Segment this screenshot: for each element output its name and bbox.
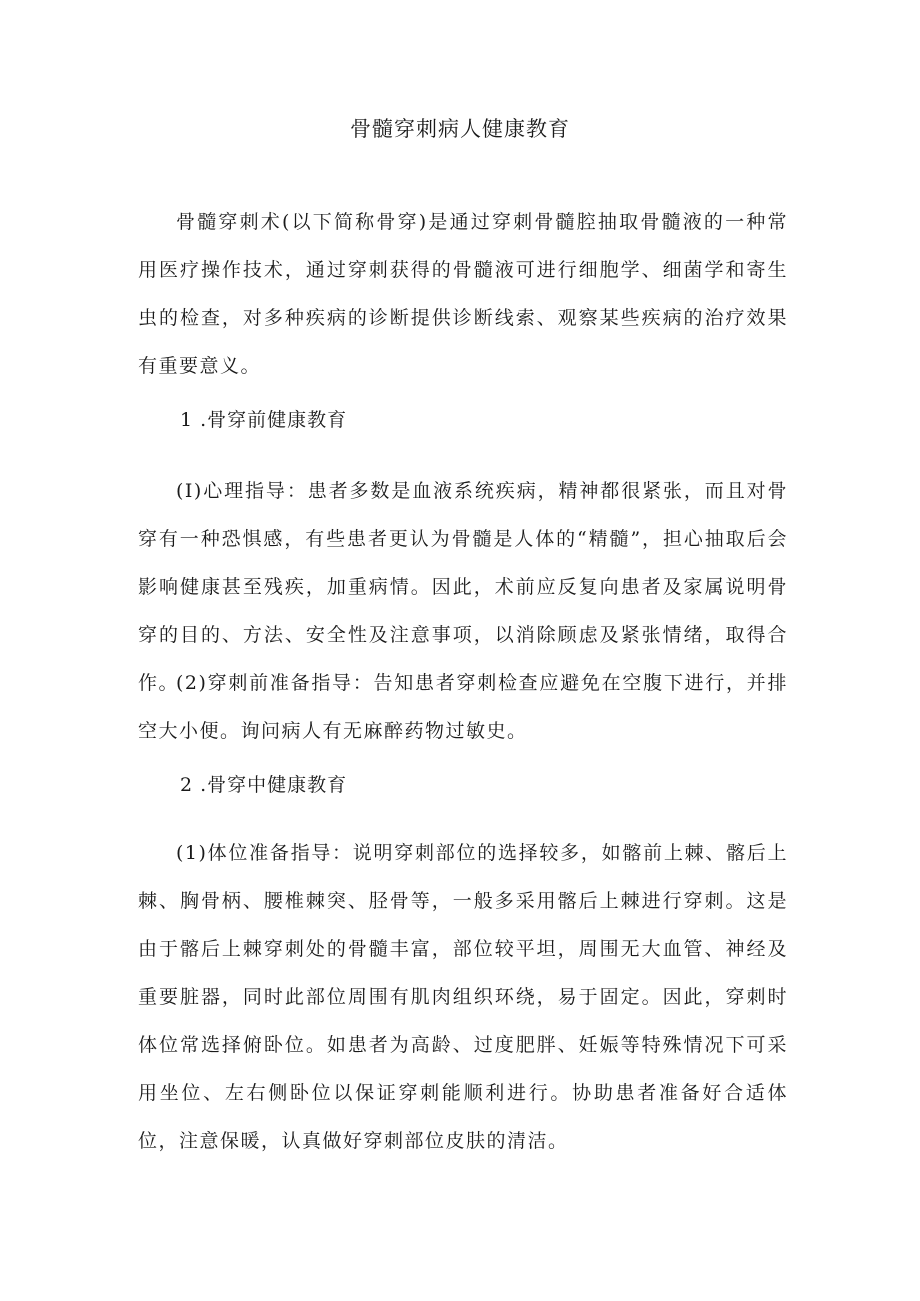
section-1-heading: 1 .骨穿前健康教育 xyxy=(180,409,348,431)
section-1-item-2-paragraph: (2)穿刺前准备指导：告知患者穿刺检查应避免在空腹下进行，并排空大小便。询问病人有无麻醉药物过敏史。 xyxy=(138,672,788,742)
intro-paragraph: 骨髓穿刺术(以下简称骨穿)是通过穿刺骨髓腔抽取骨髓液的一种常用医疗操作技术，通过穿刺获得的骨髓液可进行细胞学、细菌学和寄生虫的检查，对多种疾病的诊断提供诊断线索、观察某些疾病的治疗效果有重要意义。 xyxy=(138,211,788,377)
section-2-heading: 2 .骨穿中健康教育 xyxy=(180,774,348,796)
section-1-item-1-paragraph: (I)心理指导：患者多数是血液系统疾病，精神都很紧张，而且对骨穿有一种恐惧感，有些患者更认为骨髓是人体的“精髓”，担心抽取后会影响健康甚至残疾，加重病情。因此，术前应反复向患者及家属说明骨穿的目的、方法、安全性及注意事项，以消除顾虑及紧张情绪，取得合作。 xyxy=(138,480,788,694)
section-2-item-1-paragraph: (1)体位准备指导：说明穿刺部位的选择较多，如髂前上棘、髂后上棘、胸骨柄、腰椎棘突、胫骨等，一般多采用髂后上棘进行穿刺。这是由于髂后上棘穿刺处的骨髓丰富，部位较平坦，周围无大血管、神经及重要脏器，同时此部位周围有肌肉组织环绕，易于固定。因此，穿刺时体位常选择俯卧位。如患者为高龄、过度肥胖、妊娠等特殊情况下可采用坐位、左右侧卧位以保证穿刺能顺利进行。协助患者准备好合适体位，注意保暖，认真做好穿刺部位皮肤的清洁。 xyxy=(138,842,788,1152)
document-title: 骨髓穿刺病人健康教育 xyxy=(350,117,570,141)
